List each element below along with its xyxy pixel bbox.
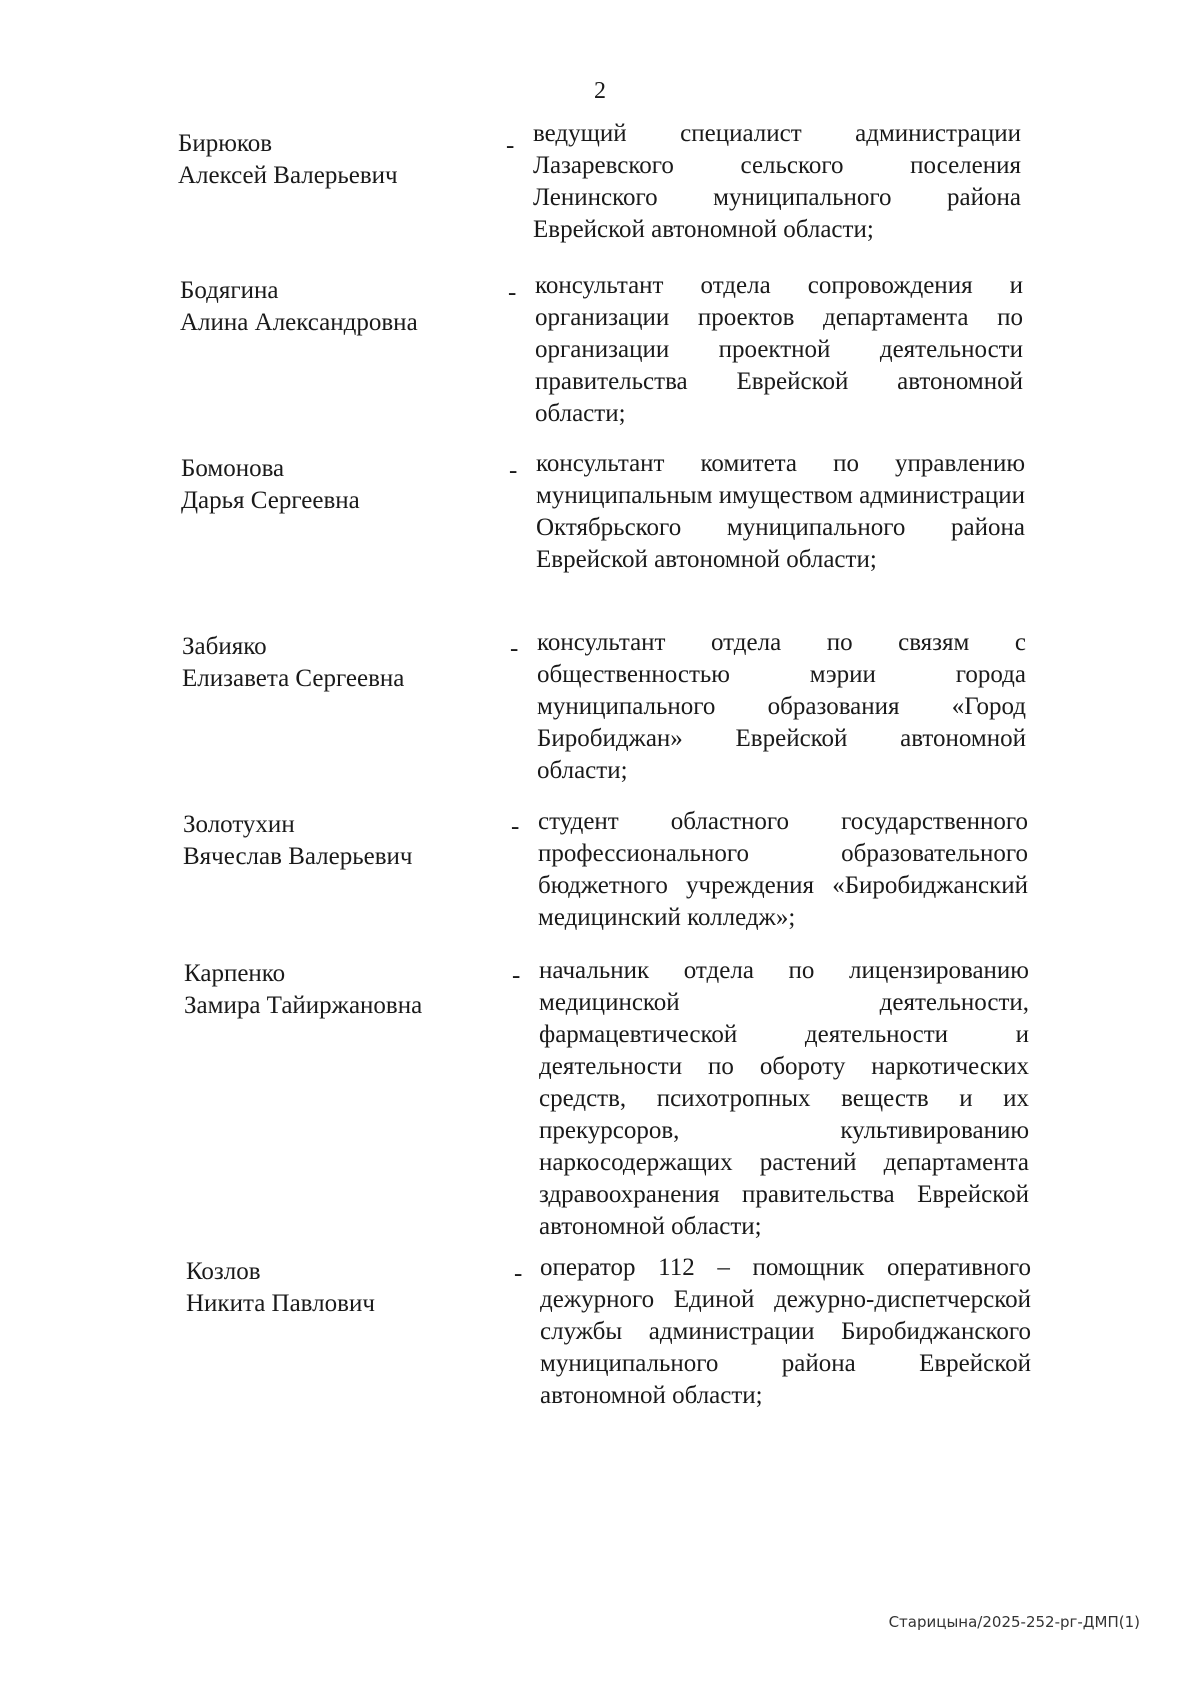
person-surname: Бомонова xyxy=(181,455,285,482)
person-given-names: Алексей Валерьевич xyxy=(178,162,398,189)
person-surname: Бодягина xyxy=(180,277,279,304)
person-name xyxy=(186,1256,516,1320)
person-given-names: Дарья Сергеевна xyxy=(181,487,360,514)
page-number: 2 xyxy=(594,78,606,104)
separator-dash: - xyxy=(512,962,521,989)
position-description: консультант отдела сопровождения и организации проектов департамента по организации проектной деятельности правительства Еврейской автономной области; xyxy=(535,272,1023,427)
separator-dash: - xyxy=(508,279,517,306)
person-given-names: Алина Александровна xyxy=(180,309,418,336)
person-given-names: Вячеслав Валерьевич xyxy=(183,843,413,870)
position-description: консультант комитета по управлению муниципальным имуществом администрации Октябрьского муниципального района Еврейской автономной области; xyxy=(536,450,1025,573)
position-description: консультант отдела по связям с общественностью мэрии города муниципального образования «Город Биробиджан» Еврейской автономной области; xyxy=(537,629,1026,784)
person-name xyxy=(183,809,513,873)
document-code: Старицына/2025-252-рг-ДМП(1) xyxy=(888,1613,1140,1631)
position-description: оператор 112 – помощник оперативного дежурного Единой дежурно-диспетчерской службы администрации Биробиджанского муниципального района Еврейской автономной области; xyxy=(540,1254,1031,1409)
person-given-names: Никита Павлович xyxy=(186,1290,375,1317)
person-name xyxy=(182,631,512,695)
person-surname: Козлов xyxy=(186,1258,261,1285)
position-description: начальник отдела по лицензированию медицинской деятельности, фармацевтической деятельности и деятельности по обороту наркотических средств, психотропных веществ и их прекурсоров, культивированию наркосодержащих растений департамента здравоохранения правительства Еврейской автономной области; xyxy=(539,957,1029,1240)
position-description: ведущий специалист администрации Лазаревского сельского поселения Ленинского муниципального района Еврейской автономной области; xyxy=(533,120,1021,243)
person-name xyxy=(178,128,508,192)
person-given-names: Замира Тайиржановна xyxy=(184,992,423,1019)
position-description: студент областного государственного профессионального образовательного бюджетного учреждения «Биробиджанский медицинский колледж»; xyxy=(538,808,1028,931)
person-surname: Забияко xyxy=(182,633,267,660)
separator-dash: - xyxy=(509,457,518,484)
separator-dash: - xyxy=(511,813,520,840)
separator-dash: - xyxy=(514,1260,523,1287)
person-given-names: Елизавета Сергеевна xyxy=(182,665,405,692)
person-surname: Карпенко xyxy=(184,960,286,987)
person-name xyxy=(181,453,511,517)
person-name xyxy=(180,275,510,339)
person-surname: Золотухин xyxy=(183,811,295,838)
separator-dash: - xyxy=(506,132,515,159)
person-surname: Бирюков xyxy=(178,130,273,157)
person-name xyxy=(184,958,514,1022)
separator-dash: - xyxy=(510,635,519,662)
